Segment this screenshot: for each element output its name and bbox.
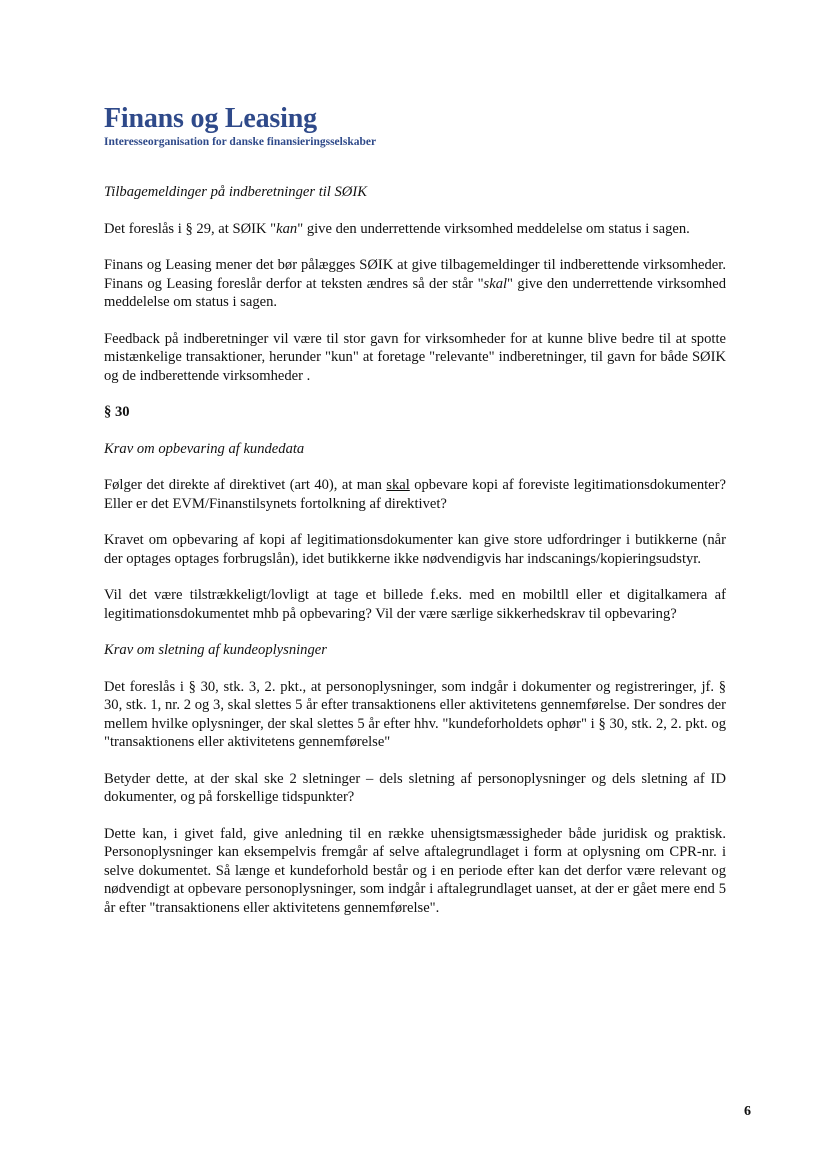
paragraph-4-underlined: skal	[386, 477, 410, 493]
paragraph-1-text-a: Det foreslås i § 29, at SØIK "	[104, 220, 277, 237]
heading-opbevaring: Krav om opbevaring af kundedata	[104, 440, 305, 457]
paragraph-2-text-c: " give den underrettende virksomhed meddelelse om status i sagen.	[104, 275, 726, 310]
organization-title: Finans og Leasing	[104, 103, 317, 134]
paragraph-4-text-a: Følger det direkte af direktivet (art 40), at man	[104, 477, 387, 493]
heading-tilbagemeldinger: Tilbagemeldinger på indberetninger til SØIK	[104, 184, 367, 200]
paragraph-1-emphasis: kan	[276, 220, 298, 237]
paragraph-1	[104, 220, 726, 239]
section-number: § 30	[104, 404, 130, 420]
paragraph-1-text-c: " give den underrettende virksomhed meddelelse om status i sagen.	[297, 220, 690, 237]
paragraph-7: Det foreslås i § 30, stk. 3, 2. pkt., at personoplysninger, som indgår i dokumenter og registreringer, jf. § 30, stk. 1, nr. 2 og 3, skal slettes 5 år efter transaktionens eller aktivitetens gennemførelse. Der sondres der mellem hvilke oplysninger, der skal slettes 5 år efter hhv. "kundeforholdets ophør" i § 30, stk. 2, 2. pkt. og "transaktionens eller aktivitetens gennemførelse"	[104, 678, 726, 750]
paragraph-2-text-a: Finans og Leasing mener det bør pålægges SØIK at give tilbagemeldinger til indberettende virksomheder. Finans og Leasing foreslår derfor at teksten ændres så der står "	[104, 257, 726, 292]
paragraph-5: Kravet om opbevaring af kopi af legitimationsdokumenter kan give store udfordringer i butikkerne (når der optages optages forbrugslån), idet butikkerne ikke nødvendigvis har indscanings/kopieringsudstyr.	[104, 532, 726, 567]
organization-subtitle: Interesseorganisation for danske finansieringsselskaber	[104, 136, 377, 148]
paragraph-4	[104, 476, 726, 513]
heading-sletning: Krav om sletning af kundeoplysninger	[104, 642, 327, 658]
paragraph-9: Dette kan, i givet fald, give anledning til en række uhensigtsmæssigheder både juridisk og praktisk. Personoplysninger kan eksempelvis fremgår af selve aftalegrundlaget i form at oplysning om CPR-nr. i selve dokumentet. Så længe et kundeforhold består og i en periode efter kan det derfor være relevant og nødvendigt at opbevare personoplysninger, som indgår i aftalegrundlaget uanset, at der er gået mere end 5 år efter "transaktionens eller aktivitetens gennemførelse".	[104, 825, 726, 916]
page-number: 6	[744, 1104, 751, 1119]
paragraph-6: Vil det være tilstrækkeligt/lovligt at tage et billede f.eks. med en mobiltll eller et digitalkamera af legitimationsdokumentet mhb på opbevaring? Vil der være særlige sikkerhedskrav til opbevaring?	[104, 587, 726, 622]
paragraph-3: Feedback på indberetninger vil være til stor gavn for virksomheder for at kunne blive bedre til at spotte mistænkelige transaktioner, herunder "kun" at foretage "relevante" indberetninger, til gavn for både SØIK og de indberettende virksomheder .	[104, 330, 726, 384]
document-body	[104, 183, 726, 935]
paragraph-4-text-c: opbevare kopi af foreviste legitimationsdokumenter? Eller er det EVM/Finanstilsynets fortolkning af direktivet?	[104, 477, 726, 512]
paragraph-8: Betyder dette, at der skal ske 2 sletninger – dels sletning af personoplysninger og dels sletning af ID dokumenter, og på forskellige tidspunkter?	[104, 770, 726, 805]
paragraph-2	[104, 256, 726, 312]
paragraph-2-emphasis: skal	[483, 275, 508, 292]
